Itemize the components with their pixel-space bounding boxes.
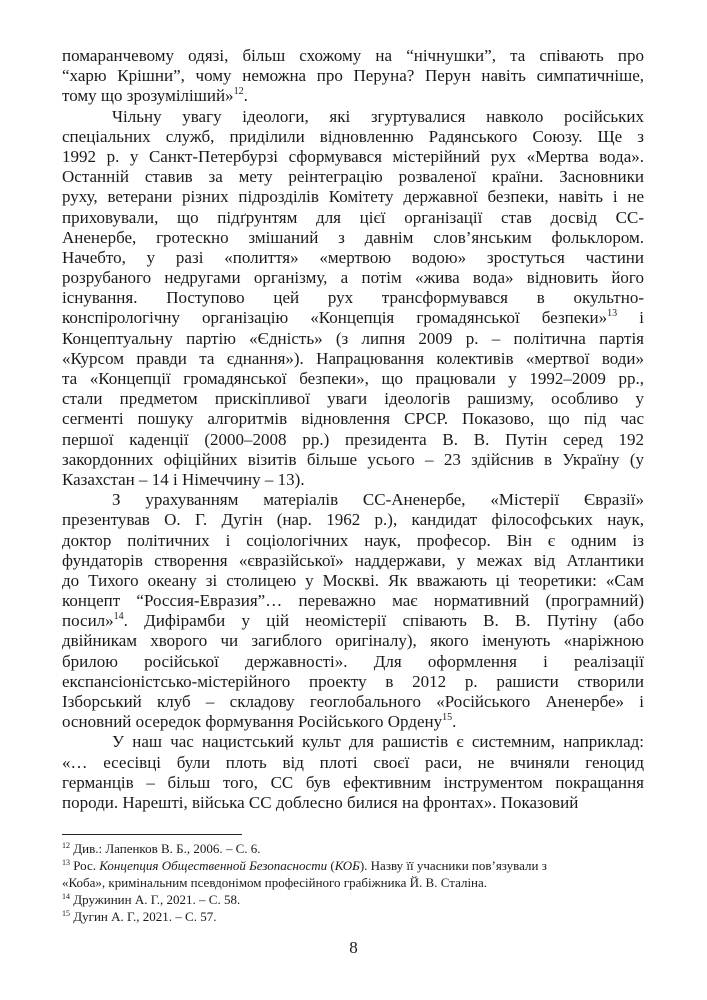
text-line: Казахстан – 14 і Німеччину – 13). — [62, 469, 305, 489]
footnote: $^{12}$ Див.: Лапенков В. Б., 2006. – С. 6. — [62, 841, 261, 856]
footnote-ref: 14 — [113, 611, 124, 623]
text-line: 1992 р. у Санкт-Петербурзі сформувався містерійний рух «Мертва вода». — [62, 146, 644, 166]
footnote-ref: 13 — [607, 308, 618, 320]
text-line: двійникам хворого чи загиблого оригіналу), якого іменують «наріжною — [62, 631, 644, 651]
text-line: стали предметом прискіпливої уваги ідеологів рашизму, особливо у — [62, 389, 644, 409]
text-line: руху, ветерани різних підрозділів Комітету державної безпеки, навіть і не — [62, 187, 644, 207]
footnote-italic: КОБ — [334, 858, 360, 873]
text-line: експансіоністсько-містерійного проекту в 2012 р. рашисти створили — [62, 671, 644, 691]
footnote-italic: Концепция Общественной Безопасности — [99, 858, 328, 873]
body-text — [62, 46, 644, 813]
text-line: першої каденції (2000–2008 рр.) президента В. В. Путін серед 192 — [62, 429, 644, 449]
text-line: брилою російської державності». Для оформлення і реалізації — [62, 651, 644, 671]
text-line: до Тихого океану зі столицею у Москві. Як вважають ці теоретики: «Сам — [62, 570, 644, 590]
footnote-number: 15 — [62, 909, 70, 918]
footnote: $^{13}$ Рос. Концепция Общественной Безопасности (КОБ). Назву її учасники пов’язували з — [62, 858, 547, 873]
text-line: Ізборський клуб – складову геоглобального «Російського Аненербе» і — [62, 692, 644, 711]
text-line: Аненербе, гротескно змішаний з давнім слов’янським фольклором. — [62, 227, 644, 247]
text-line: закордонних офіційних візитів більше усього – 23 здійснив в Україну (у — [62, 449, 644, 469]
paragraph — [62, 107, 644, 491]
text-line: концепт “Россия-Евразия”… переважно має нормативний (програмний) — [62, 591, 644, 611]
footnote-separator — [62, 834, 242, 835]
footnote-ref: 15 — [442, 712, 453, 724]
text-line: конспірологічну організацію «Концепція громадянської безпеки»$^{13}$ і — [62, 308, 644, 328]
text-line: приховували, що підґрунтям для цієї організації став досвід СС- — [62, 207, 644, 227]
footnote-ref: 12 — [233, 86, 244, 98]
paragraph — [62, 732, 644, 813]
text-line: Начебто, у разі «полиття» «мертвою водою» зростуться частини — [62, 247, 644, 267]
paragraph — [62, 490, 644, 732]
paragraph — [62, 46, 644, 107]
text-line: спеціальних служб, приділили відновленню Радянського Союзу. Ще з — [62, 126, 644, 146]
text-line: розрубаного недругами організму, а потім «жива вода» відновить його — [62, 268, 644, 288]
footnote: $^{14}$ Дружинин А. Г., 2021. – С. 58. — [62, 892, 241, 907]
text-line: Чільну увагу ідеологи, які згуртувалися навколо російських — [112, 106, 644, 126]
text-line: існування. Поступово цей рух трансформувався в окультно- — [62, 288, 644, 308]
text-line: З урахуванням матеріалів СС-Аненербе, «Містерії Євразії» — [112, 490, 644, 510]
text-line: помаранчевому одязі, більш схожому на “нічнушки”, та співають про — [62, 46, 644, 65]
text-line: та «Концепції громадянської безпеки», що працювали у 1992–2009 рр., — [62, 369, 644, 388]
text-line: сегменті пошуку алгоритмів відновлення СРСР. Показово, що під час — [62, 409, 644, 429]
text-line: фундаторів створення «євразійської» наддержави, у межах від Атлантики — [62, 550, 644, 570]
text-line: «Курсом правди та єднання»). Напрацювання колективів «мертвої води» — [62, 348, 644, 368]
footnote: $^{15}$ Дугин А. Г., 2021. – С. 57. — [62, 909, 217, 924]
text-line: У наш час нацистський культ для рашистів є системним, наприклад: — [112, 732, 644, 752]
text-line: «… есесівці були плоть від плоті своєї раси, не вчиняли геноцид — [62, 752, 644, 772]
text-line: доктор політичних і соціологічних наук, професор. Він є одним із — [62, 530, 644, 550]
footnote-number: 13 — [62, 858, 70, 867]
text-line: германців – більш того, СС був ефективним інструментом покращання — [62, 772, 644, 792]
text-line: посил»$^{14}$. Дифірамби у цій неомістерії співають В. В. Путіну (або — [62, 611, 644, 631]
text-line: основний осередок формування Російського Ордену$^{15}$. — [62, 712, 457, 732]
footnote-number: 12 — [62, 841, 70, 850]
page-number: 8 — [349, 938, 358, 957]
footnote-number: 14 — [62, 892, 70, 901]
footnotes — [62, 840, 652, 925]
text-line: тому що зрозуміліший»$^{12}$. — [62, 86, 248, 106]
text-line: презентував О. Г. Дугін (нар. 1962 р.), кандидат філософських наук, — [62, 510, 644, 530]
text-line: Останній ставив за мету реінтеграцію розваленої країни. Засновники — [62, 167, 644, 187]
text-line: Концептуальну партію «Єдність» (з липня 2009 р. – політична партія — [62, 328, 644, 348]
footnote: «Коба», кримінальним псевдонімом професійного грабіжника Й. В. Сталіна. — [62, 875, 488, 890]
text-line: породи. Нарешті, війська СС доблесно билися на фронтах». Показовий — [62, 792, 579, 812]
text-line: “харю Крішни”, чому неможна про Перуна? Перун навіть симпатичніше, — [62, 66, 644, 86]
